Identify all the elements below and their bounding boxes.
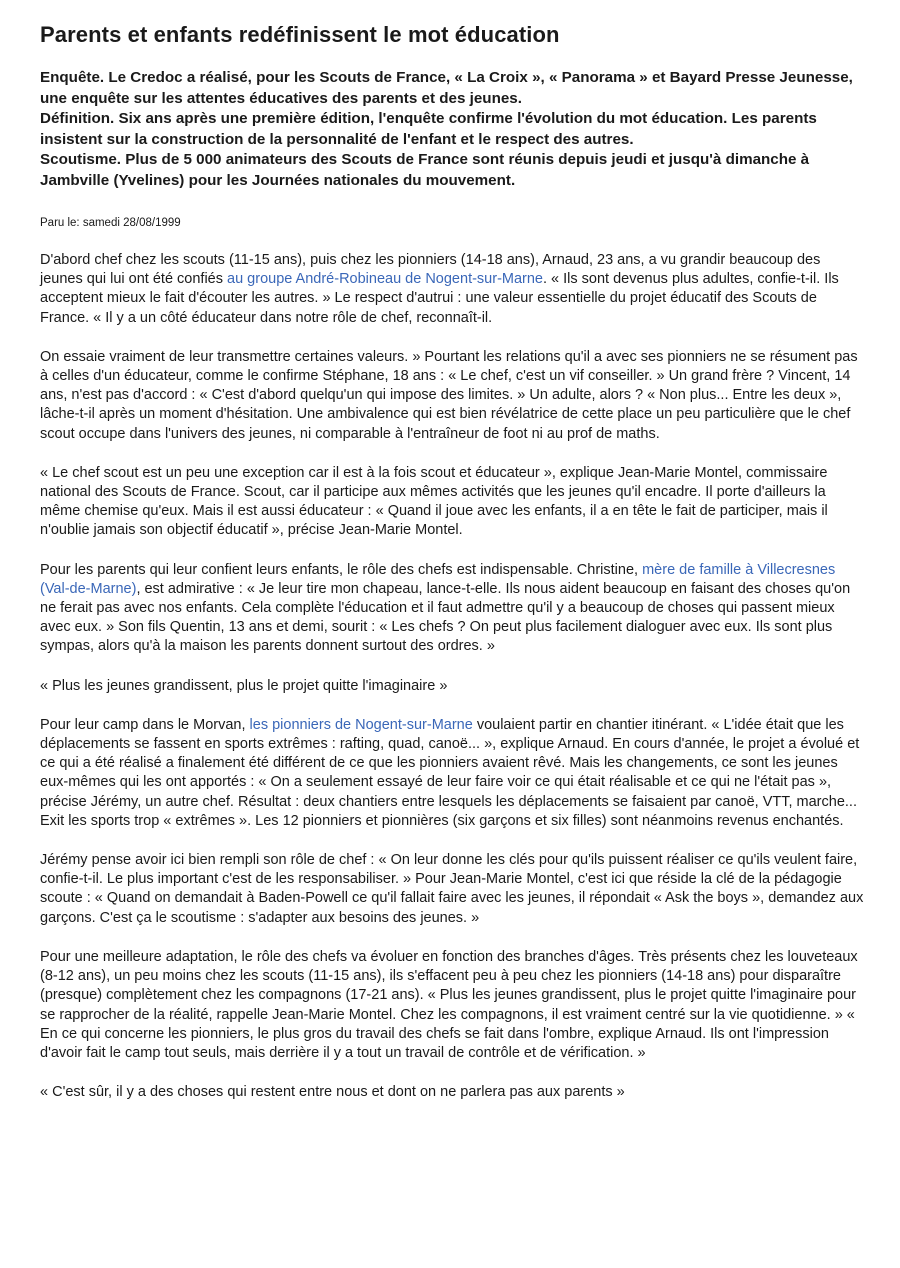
lead-definition: Définition. Six ans après une première édition, l'enquête confirme l'évolution du mot éducation. Les parents insistent sur la construction de la personnalité de l'enfant et le respect des autres. (40, 110, 817, 148)
paragraph-5 (40, 716, 866, 831)
paragraph-3: « Le chef scout est un peu une exception car il est à la fois scout et éducateur », explique Jean-Marie Montel, commissaire national des Scouts de France. Scout, car il participe aux mêmes activités que les jeunes qu'il encadre. Il porte d'ailleurs la même chemise qu'eux. Mais il est aussi éducateur : « Quand il joue avec les enfants, il a en tête le fait de participer, mais il n'oublie jamais son objectif éducatif », précise Jean-Marie Montel. (40, 464, 828, 539)
article (40, 22, 866, 1122)
link-mere-de-famille-villecresnes[interactable]: mère de famille à Villecresnes (Val-de-Marne) (40, 561, 836, 597)
paragraph-2: On essaie vraiment de leur transmettre certaines valeurs. » Pourtant les relations qu'il a avec ses pionniers ne se résument pas à celles d'un éducateur, comme le confirme Stéphane, 18 ans : « Le chef, c'est un vif conseiller. » Un grand frère ? Vincent, 14 ans, n'est pas d'accord : « C'est d'abord quelqu'un qui impose des limites. » Un adulte, alors ? « Non plus... Entre les deux », lâche-t-il après un moment d'hésitation. Une ambivalence qui est bien révélatrice de cette place un peu particulière que le chef scout occupe dans l'univers des jeunes, ni comparable à l'entraîneur de foot ni au prof de maths. (40, 348, 858, 442)
lead-scoutisme: Scoutisme. Plus de 5 000 animateurs des Scouts de France sont réunis depuis jeudi et jusqu'à dimanche à Jambville (Yvelines) pour les Journées nationales du mouvement. (40, 151, 810, 189)
paragraph-1-text-b: . « Ils sont devenus plus adultes, confie-t-il. Ils acceptent mieux le fait d'écouter les autres. » Le respect d'autrui : une valeur essentielle du projet éducatif des Scouts de France. « Il y a un côté éducateur dans notre rôle de chef, reconnaît-il. (40, 271, 839, 326)
paragraph-4-text-b: , est admirative : « Je leur tire mon chapeau, lance-t-elle. Ils nous aident beaucoup en faisant des choses qu'on ne ferait pas avec nos enfants. Cela complète l'éducation et il faut admettre qu'il y a beaucoup de choses qui passent mieux avec eux. » Son fils Quentin, 13 ans et demi, sourit : « Les chefs ? On peut plus facilement dialoguer avec eux. Ils sont plus sympas, alors qu'à la maison les parents donnent surtout des ordres. » (40, 580, 851, 655)
article-body (40, 251, 866, 1102)
paragraph-1 (40, 251, 866, 328)
paragraph-1-text-a: D'abord chef chez les scouts (11-15 ans), puis chez les pionniers (14-18 ans), Arnaud, 23 ans, a vu grandir beaucoup des jeunes qui lui ont été confiés (40, 252, 821, 288)
paragraph-8: « C'est sûr, il y a des choses qui restent entre nous et dont on ne parlera pas aux parents » (40, 1084, 625, 1101)
paragraph-4-text-a: Pour les parents qui leur confient leurs enfants, le rôle des chefs est indispensable. Christine, (40, 561, 643, 578)
paragraph-5-text-a: Pour leur camp dans le Morvan, (40, 716, 250, 733)
paragraph-5-text-b: voulaient partir en chantier itinérant. « L'idée était que les déplacements se fassent en sports extrêmes : rafting, quad, canoë... », explique Arnaud. En cours d'année, le projet a évolué et ce qui a été réalisé a finalement été différent de ce que les pionniers avaient rêvé. Mais les changements, ce sont les jeunes eux-mêmes qui les ont apportés : « On a seulement essayé de leur faire voir ce qui était réalisable et ce qui ne l'était pas », précise Jérémy, un autre chef. Résultat : deux chantiers entre lesquels les déplacements se faisaient par canoë, VTT, marche... Exit les sports trop « extrêmes ». Les 12 pionniers et pionnières (six garçons et six filles) sont néanmoins revenus enchantés. (40, 716, 860, 829)
article-title: Parents et enfants redéfinissent le mot éducation (40, 22, 560, 47)
link-groupe-andre-robineau[interactable]: au groupe André-Robineau de Nogent-sur-Marne (227, 271, 543, 288)
article-lead (40, 68, 866, 191)
publication-date: Paru le: samedi 28/08/1999 (40, 217, 181, 229)
paragraph-6: Jérémy pense avoir ici bien rempli son rôle de chef : « On leur donne les clés pour qu'ils puissent réaliser ce qu'ils veulent faire, confie-t-il. Le plus important c'est de les responsabiliser. » Pour Jean-Marie Montel, c'est ici que réside la clé de la pédagogie scoute : « Quand on demandait à Baden-Powell ce qu'il fallait faire avec les jeunes, il répondait « Ask the boys », demandez aux garçons. C'est ça le scoutisme : s'adapter aux besoins des jeunes. » (40, 852, 864, 926)
link-pionniers-nogent[interactable]: les pionniers de Nogent-sur-Marne (249, 716, 473, 733)
section-subhead: « Plus les jeunes grandissent, plus le projet quitte l'imaginaire » (40, 677, 448, 694)
paragraph-4 (40, 561, 866, 657)
lead-enquete: Enquête. Le Credoc a réalisé, pour les Scouts de France, « La Croix », « Panorama » et Bayard Presse Jeunesse, une enquête sur les attentes éducatives des parents et des jeunes. (40, 69, 853, 107)
paragraph-7: Pour une meilleure adaptation, le rôle des chefs va évoluer en fonction des branches d'âges. Très présents chez les louveteaux (8-12 ans), un peu moins chez les scouts (11-15 ans), ils s'effacent peu à peu chez les pionniers (14-18 ans) pour disparaître (presque) complètement chez les compagnons (17-21 ans). « Plus les jeunes grandissent, plus le projet quitte l'imaginaire pour se rapprocher de la réalité, rappelle Jean-Marie Montel. Chez les compagnons, il est vraiment centré sur la vie quotidienne. » « En ce qui concerne les pionniers, le plus gros du travail des chefs se fait dans l'ombre, explique Arnaud. Ils ont l'impression d'avoir fait le camp tout seuls, mais derrière il y a tout un travail de contrôle et de vérification. » (40, 948, 858, 1061)
